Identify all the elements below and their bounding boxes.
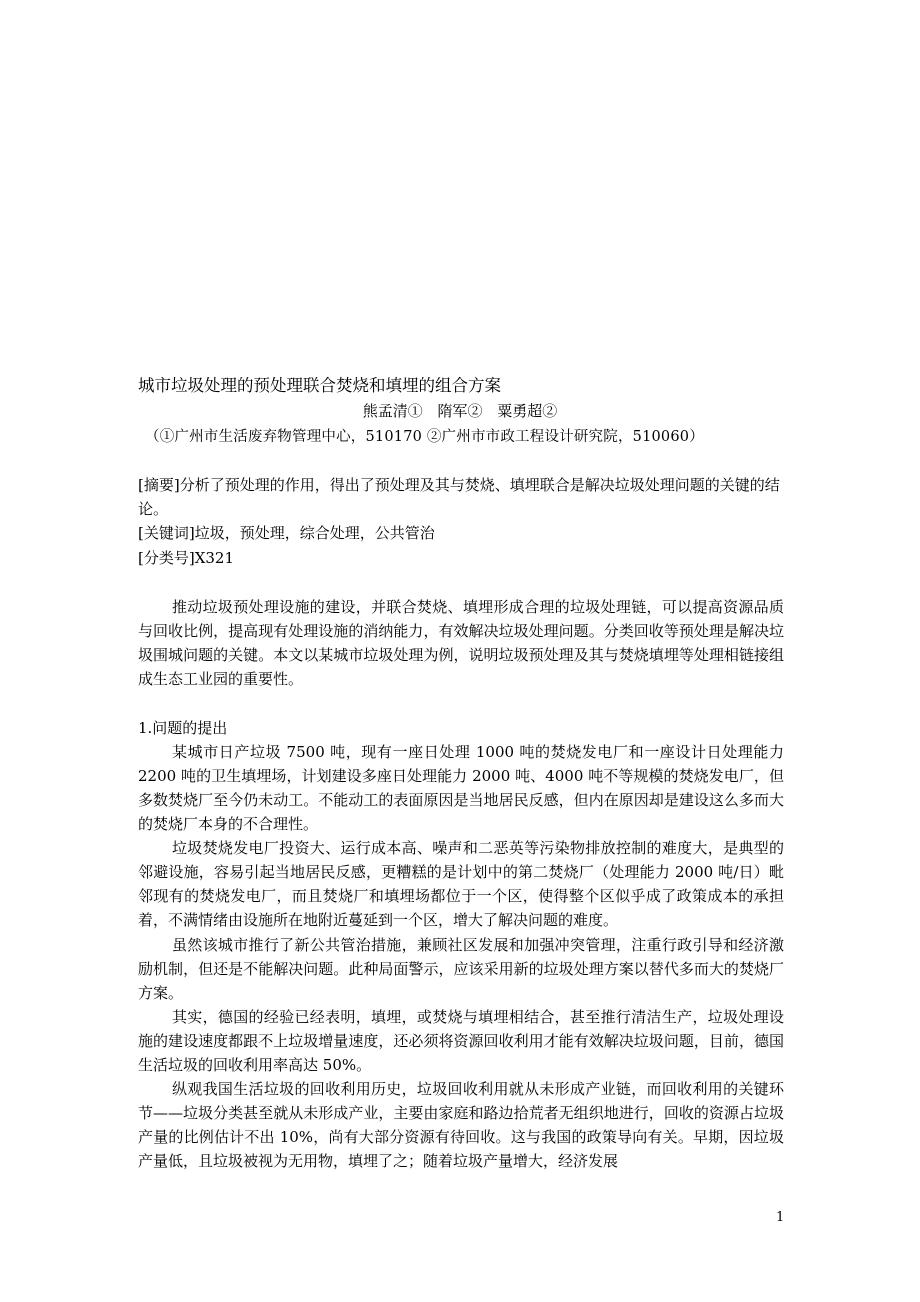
author-name: 熊孟清①	[362, 402, 423, 420]
author-affiliations: （①广州市生活废弃物管理中心，510170 ②广州市市政工程设计研究院，510060）	[145, 429, 704, 445]
author-name: 粟勇超②	[497, 402, 558, 420]
classification-number: [分类号]X321	[138, 549, 235, 567]
body-paragraph: 纵观我国生活垃圾的回收利用历史，垃圾回收利用就从未形成产业链，而回收利用的关键环节——垃圾分类甚至就从未形成产业，主要由家庭和路边拾荒者无组织地进行，回收的资源占垃圾产量的比例估计不出 10%，尚有大部分资源有待回收。这与我国的政策导向有关。早期，因垃圾产量低，且垃圾被视为无用物，填埋了之；随着垃圾产量增大，经济发展	[138, 1080, 784, 1170]
page-number: 1	[776, 1210, 785, 1225]
body-paragraph: 某城市日产垃圾 7500 吨，现有一座日处理 1000 吨的焚烧发电厂和一座设计日处理能力 2200 吨的卫生填埋场，计划建设多座日处理能力 2000 吨、4000 吨不等规模的焚烧发电厂，但多数焚烧厂至今仍未动工。不能动工的表面原因是当地居民反感，但内在原因却是建设这么多而大的焚烧厂本身的不合理性。	[138, 743, 784, 833]
intro-paragraph: 推动垃圾预处理设施的建设，并联合焚烧、填埋形成合理的垃圾处理链，可以提高资源品质与回收比例，提高现有处理设施的消纳能力，有效解决垃圾处理问题。分类回收等预处理是解决垃圾围城问题的关键。本文以某城市垃圾处理为例，说明垃圾预处理及其与焚烧填埋等处理相链接组成生态工业园的重要性。	[138, 598, 784, 688]
abstract: [摘要]分析了预处理的作用，得出了预处理及其与焚烧、填埋联合是解决垃圾处理问题的关键的结论。	[138, 476, 780, 518]
keywords: [关键词]垃圾，预处理，综合处理，公共管治	[138, 524, 435, 542]
body-paragraph: 虽然该城市推行了新公共管治措施，兼顾社区发展和加强冲突管理，注重行政引导和经济激励机制，但还是不能解决问题。此种局面警示，应该采用新的垃圾处理方案以替代多而大的焚烧厂方案。	[138, 936, 784, 1002]
section-heading: 1.问题的提出	[138, 719, 228, 737]
body-paragraph: 其实，德国的经验已经表明，填埋，或焚烧与填埋相结合，甚至推行清洁生产，垃圾处理设施的建设速度都跟不上垃圾增量速度，还必须将资源回收利用才能有效解决垃圾问题，目前，德国生活垃圾的回收利用率高达 50%。	[138, 1008, 784, 1074]
author-name: 隋军②	[437, 402, 483, 420]
document-title: 城市垃圾处理的预处理联合焚烧和填埋的组合方案	[138, 376, 501, 395]
author-list	[0, 400, 920, 422]
body-paragraph: 垃圾焚烧发电厂投资大、运行成本高、噪声和二恶英等污染物排放控制的难度大，是典型的邻避设施，容易引起当地居民反感，更糟糕的是计划中的第二焚烧厂（处理能力 2000 吨/日）毗邻现有的焚烧发电厂，而且焚烧厂和填埋场都位于一个区，使得整个区似乎成了政策成本的承担着，不满情绪由设施所在地附近蔓延到一个区，增大了解决问题的难度。	[138, 839, 784, 929]
